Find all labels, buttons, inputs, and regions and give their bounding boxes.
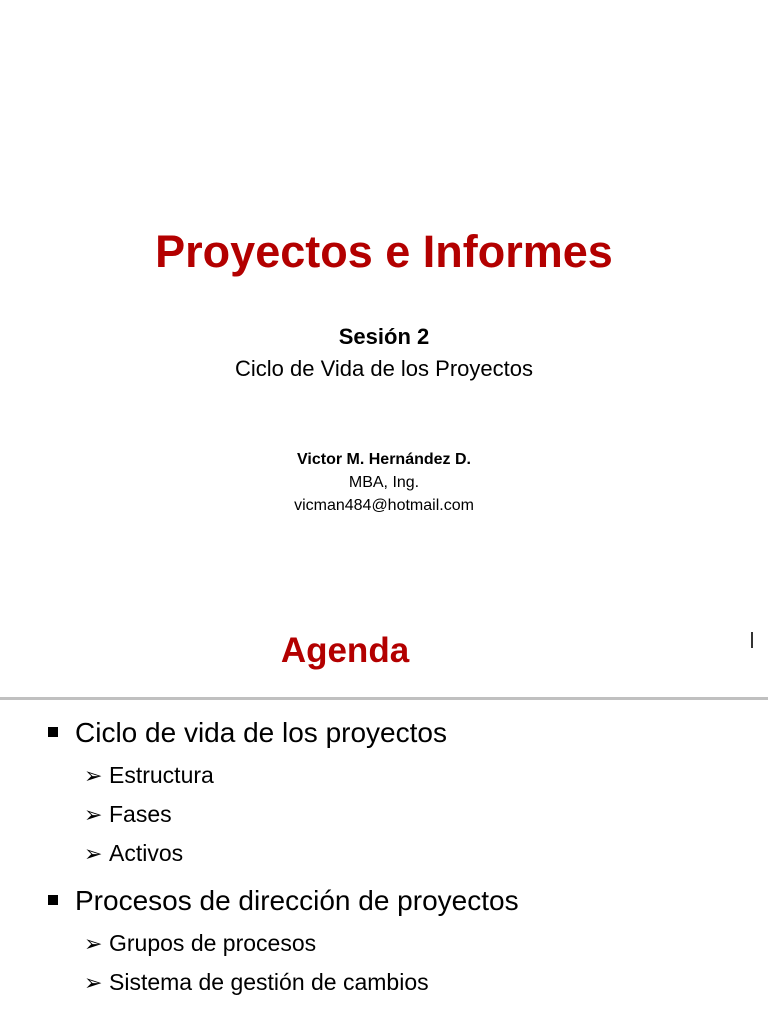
sub-list-item-label: Estructura <box>109 762 214 788</box>
list-item-label: Ciclo de vida de los proyectos <box>75 717 447 748</box>
agenda-list <box>0 710 768 1002</box>
sub-list-item-label: Activos <box>109 840 184 866</box>
sub-list-item <box>0 924 768 963</box>
agenda-title: Agenda <box>280 631 410 670</box>
edge-mark <box>751 632 753 648</box>
arrow-bullet-icon: ➢ <box>84 970 103 995</box>
list-item <box>0 710 768 756</box>
slide-divider <box>0 697 768 700</box>
session-label: Sesión 2 <box>338 324 430 349</box>
sub-list-item-label: Fases <box>109 801 172 827</box>
sub-list-item <box>0 756 768 795</box>
list-item <box>0 878 768 924</box>
sub-list-item <box>0 963 768 1002</box>
arrow-bullet-icon: ➢ <box>84 763 103 788</box>
sub-list-item <box>0 795 768 834</box>
author-email: vicman484@hotmail.com <box>294 497 474 514</box>
arrow-bullet-icon: ➢ <box>84 931 103 956</box>
arrow-bullet-icon: ➢ <box>84 802 103 827</box>
sub-list-item <box>0 834 768 873</box>
sub-list-item-label: Sistema de gestión de cambios <box>109 969 429 995</box>
author-name: Victor M. Hernández D. <box>297 451 471 468</box>
session-subtitle: Ciclo de Vida de los Proyectos <box>235 356 533 381</box>
presentation-title: Proyectos e Informes <box>155 226 613 277</box>
list-item-label: Procesos de dirección de proyectos <box>75 885 519 916</box>
author-block <box>0 448 768 517</box>
square-bullet-icon <box>48 895 58 905</box>
arrow-bullet-icon: ➢ <box>84 841 103 866</box>
author-credentials: MBA, Ing. <box>348 474 420 491</box>
sub-list-item-label: Grupos de procesos <box>109 930 317 956</box>
square-bullet-icon <box>48 727 58 737</box>
agenda-slide <box>0 610 768 1024</box>
